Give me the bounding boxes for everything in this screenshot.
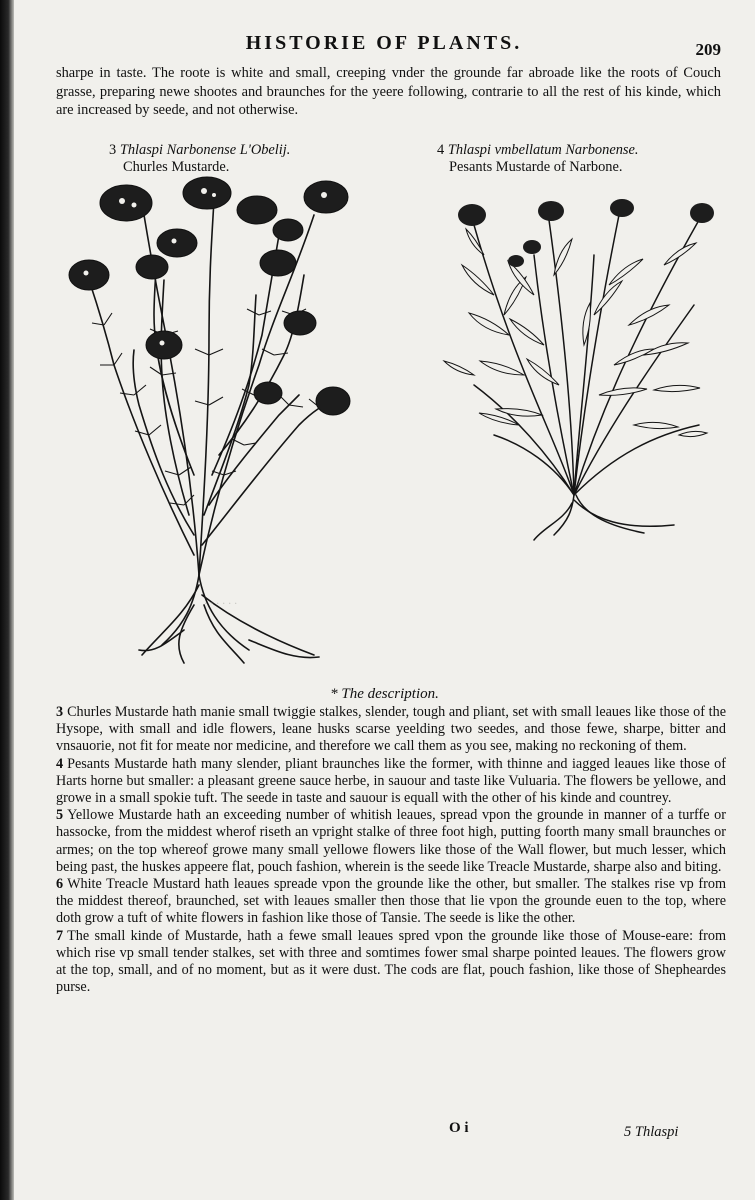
bleed-through-text: · · · · · · — [204, 596, 237, 610]
description-paragraph-4 — [56, 756, 726, 808]
figure-4-number: 4 — [437, 142, 445, 158]
figure-3-common-name: Churles Mustarde. — [123, 159, 230, 175]
description-paragraph-5 — [56, 807, 726, 876]
paragraph-text: Churles Mustarde hath manie small twiggie stalkes, slender, tough and pliant, set with small leaues like those of the Hysope, with small and idle flowers, leane husks scarse yeelding two seedes, and those fewe, sharpe, bitter and vnsauorie, not fit for meate nor medicine, and therefore we call them as you see, making no reckoning of them. — [56, 704, 726, 755]
description-block — [56, 704, 726, 996]
paragraph-text: Pesants Mustarde hath many slender, pliant braunches like the former, with thinne and iagged leaues like those of Harts horne but smaller: a pleasant greene sauce herbe, in sauour and taste like Vuluaria. The flowers be yellowe, and growe in a small spokie tuft. The seede in taste and sauour is equall with the other of his kinde and countrey. — [56, 755, 726, 807]
description-heading: * The description. — [330, 686, 439, 702]
catchword: 5 Thlaspi — [624, 1124, 679, 1140]
page-number: 209 — [695, 40, 721, 59]
paragraph-number: 3 — [56, 704, 64, 720]
description-paragraph-3 — [56, 704, 726, 756]
figure-4-common-name: Pesants Mustarde of Narbone. — [449, 159, 623, 175]
page-header — [14, 30, 755, 64]
book-page — [14, 0, 755, 1200]
paragraph-number: 4 — [56, 755, 64, 772]
paragraph-number: 5 — [56, 807, 64, 824]
description-paragraph-6 — [56, 876, 726, 928]
paragraph-text: Yellowe Mustarde hath an exceeding number of whitish leaues, spread vpon the grounde in manner of a turffe or hassocke, from the middest wherof riseth an vpright stalke of three foot high, putting foorth many small braunches or armes; on the top whereof growe many small yellowe flowers like those of the Wall flower, but much lesser, which being past, the huskes appeere flat, pouch fashion, wherein is the seede like Treacle Mustarde, sharpe also and biting. — [56, 807, 726, 875]
paragraph-text: The small kinde of Mustarde, hath a fewe small leaues spred vpon the grounde like those of Mouse-eare: from which rise vp small tender stalkes, set with three and somtimes fower smal sharpe pointed leaues. The flowers grow at the top, small, and of no moment, but as it were dust. The cods are flat, pouch fashion, like those of Shepheardes purse. — [56, 927, 726, 996]
description-paragraph-7 — [56, 928, 726, 997]
paragraph-number: 7 — [56, 927, 64, 944]
signature-mark: O i — [449, 1120, 469, 1136]
paragraph-text: White Treacle Mustard hath leaues spreade vpon the grounde like the other, but smaller. The stalkes rise vp from the middest thereof, braunched, set with leaues smaller then those that lie vpon the grounde euen to the top, where doth grow a tuft of white flowers in fashion like those of Tansie. The seede is like the other. — [56, 876, 726, 927]
book-gutter-shadow — [0, 0, 14, 1200]
figure-3-woodcut-churles-mustarde — [44, 175, 354, 670]
intro-text: sharpe in taste. The roote is white and small, creeping vnder the grounde far abroade like the roots of Couch grasse, preparing newe shootes and braunches for the yeere following, contrarie to all the rest of his kinde, which are increased by seede, and not otherwise. — [56, 65, 721, 118]
figure-4-caption — [437, 142, 737, 176]
figure-4-woodcut-pesants-mustarde — [434, 195, 714, 550]
figure-4-latin-name: Thlaspi vmbellatum Narbonense. — [447, 142, 639, 158]
intro-paragraph — [56, 64, 721, 120]
running-title: HISTORIE OF PLANTS. — [245, 32, 523, 54]
figure-3-number: 3 — [109, 142, 117, 158]
paragraph-number: 6 — [56, 876, 64, 893]
figure-3-caption — [109, 142, 369, 176]
figure-3-latin-name: Thlaspi Narbonense L'Obelij. — [119, 142, 291, 158]
